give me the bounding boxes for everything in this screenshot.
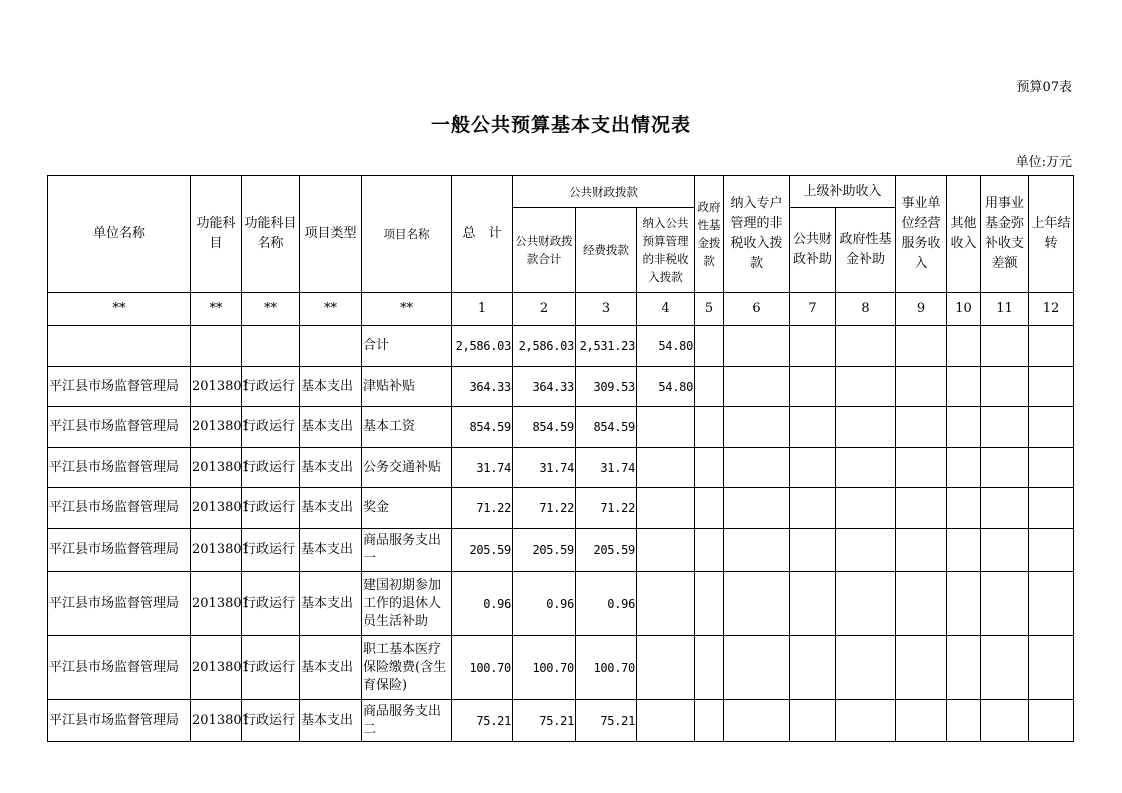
header-carryover: 上年结转 bbox=[1029, 176, 1074, 293]
cell-non-tax bbox=[637, 448, 695, 488]
cell-type: 基本支出 bbox=[300, 488, 362, 529]
cell-funding: 75.21 bbox=[576, 700, 637, 742]
header-fund-offset: 用事业基金弥补收支差额 bbox=[981, 176, 1029, 293]
cell-name: 奖金 bbox=[362, 488, 452, 529]
header-public-fin-total: 公共财政拨款合计 bbox=[513, 208, 576, 293]
cell-unit: 平江县市场监督管理局 bbox=[48, 488, 191, 529]
cell-name: 商品服务支出一 bbox=[362, 529, 452, 572]
cell-type bbox=[300, 326, 362, 367]
cell-unit: 平江县市场监督管理局 bbox=[48, 636, 191, 700]
table-row bbox=[48, 448, 1074, 488]
cell-type: 基本支出 bbox=[300, 529, 362, 572]
header-superior: 上级补助收入 bbox=[790, 176, 896, 208]
cell-pf-total: 854.59 bbox=[513, 407, 576, 448]
cell-unit: 平江县市场监督管理局 bbox=[48, 448, 191, 488]
cell-total: 31.74 bbox=[452, 448, 513, 488]
cell-unit: 平江县市场监督管理局 bbox=[48, 700, 191, 742]
cell-funding: 0.96 bbox=[576, 572, 637, 636]
header-sup-public: 公共财政补助 bbox=[790, 208, 836, 293]
budget-table bbox=[47, 175, 1074, 742]
cell-unit: 平江县市场监督管理局 bbox=[48, 529, 191, 572]
cell-name: 基本工资 bbox=[362, 407, 452, 448]
cell-non-tax bbox=[637, 572, 695, 636]
index-cell: 12 bbox=[1029, 293, 1074, 326]
cell-non-tax bbox=[637, 488, 695, 529]
index-cell: ** bbox=[362, 293, 452, 326]
cell-funding: 205.59 bbox=[576, 529, 637, 572]
header-proj-name: 项目名称 bbox=[362, 176, 452, 293]
index-cell: ** bbox=[300, 293, 362, 326]
cell-funding: 309.53 bbox=[576, 367, 637, 407]
index-cell: 5 bbox=[695, 293, 724, 326]
table-row bbox=[48, 367, 1074, 407]
header-special-non-tax: 纳入专户管理的非税收入拨款 bbox=[724, 176, 790, 293]
cell-code bbox=[191, 326, 242, 367]
table-row bbox=[48, 700, 1074, 742]
header-proj-type: 项目类型 bbox=[300, 176, 362, 293]
cell-type: 基本支出 bbox=[300, 700, 362, 742]
cell-funding: 100.70 bbox=[576, 636, 637, 700]
index-cell: 1 bbox=[452, 293, 513, 326]
cell-unit: 平江县市场监督管理局 bbox=[48, 367, 191, 407]
cell-unit bbox=[48, 326, 191, 367]
header-unit-name: 单位名称 bbox=[48, 176, 191, 293]
cell-func-name: 行政运行 bbox=[242, 700, 300, 742]
cell-total: 205.59 bbox=[452, 529, 513, 572]
cell-code: 2013801 bbox=[191, 700, 242, 742]
cell-code: 2013801 bbox=[191, 367, 242, 407]
cell-name: 公务交通补贴 bbox=[362, 448, 452, 488]
cell-funding: 31.74 bbox=[576, 448, 637, 488]
index-cell: ** bbox=[48, 293, 191, 326]
cell-non-tax bbox=[637, 636, 695, 700]
header-gov-fund: 政府性基金拨款 bbox=[695, 176, 724, 293]
cell-func-name: 行政运行 bbox=[242, 488, 300, 529]
header-non-tax: 纳入公共预算管理的非税收入拨款 bbox=[637, 208, 695, 293]
cell-func-name bbox=[242, 326, 300, 367]
cell-code: 2013801 bbox=[191, 636, 242, 700]
header-funding: 经费拨款 bbox=[576, 208, 637, 293]
header-other: 其他收入 bbox=[947, 176, 981, 293]
cell-total: 2,586.03 bbox=[452, 326, 513, 367]
cell-type: 基本支出 bbox=[300, 367, 362, 407]
cell-non-tax bbox=[637, 700, 695, 742]
cell-code: 2013801 bbox=[191, 572, 242, 636]
cell-name: 职工基本医疗保险缴费(含生育保险) bbox=[362, 636, 452, 700]
index-cell: 10 bbox=[947, 293, 981, 326]
cell-total: 71.22 bbox=[452, 488, 513, 529]
cell-func-name: 行政运行 bbox=[242, 448, 300, 488]
header-func-code: 功能科目 bbox=[191, 176, 242, 293]
header-func-name: 功能科目名称 bbox=[242, 176, 300, 293]
cell-func-name: 行政运行 bbox=[242, 407, 300, 448]
header-total: 总 计 bbox=[452, 176, 513, 293]
cell-name: 建国初期参加工作的退休人员生活补助 bbox=[362, 572, 452, 636]
cell-pf-total: 364.33 bbox=[513, 367, 576, 407]
cell-code: 2013801 bbox=[191, 488, 242, 529]
cell-non-tax: 54.80 bbox=[637, 367, 695, 407]
cell-type: 基本支出 bbox=[300, 636, 362, 700]
cell-pf-total: 100.70 bbox=[513, 636, 576, 700]
cell-total: 75.21 bbox=[452, 700, 513, 742]
cell-func-name: 行政运行 bbox=[242, 367, 300, 407]
cell-name: 合计 bbox=[362, 326, 452, 367]
cell-non-tax bbox=[637, 529, 695, 572]
cell-type: 基本支出 bbox=[300, 448, 362, 488]
cell-code: 2013801 bbox=[191, 448, 242, 488]
index-cell: 7 bbox=[790, 293, 836, 326]
cell-pf-total: 71.22 bbox=[513, 488, 576, 529]
page-title: 一般公共预算基本支出情况表 bbox=[430, 114, 691, 136]
index-cell: 11 bbox=[981, 293, 1029, 326]
cell-funding: 2,531.23 bbox=[576, 326, 637, 367]
cell-funding: 854.59 bbox=[576, 407, 637, 448]
cell-pf-total: 31.74 bbox=[513, 448, 576, 488]
index-cell: 4 bbox=[637, 293, 695, 326]
cell-name: 商品服务支出二 bbox=[362, 700, 452, 742]
table-row bbox=[48, 407, 1074, 448]
cell-pf-total: 0.96 bbox=[513, 572, 576, 636]
cell-total: 854.59 bbox=[452, 407, 513, 448]
cell-total: 364.33 bbox=[452, 367, 513, 407]
table-row bbox=[48, 636, 1074, 700]
index-cell: 6 bbox=[724, 293, 790, 326]
cell-non-tax: 54.80 bbox=[637, 326, 695, 367]
table-row bbox=[48, 529, 1074, 572]
cell-type: 基本支出 bbox=[300, 407, 362, 448]
cell-funding: 71.22 bbox=[576, 488, 637, 529]
cell-func-name: 行政运行 bbox=[242, 572, 300, 636]
cell-pf-total: 75.21 bbox=[513, 700, 576, 742]
index-cell: 8 bbox=[836, 293, 896, 326]
index-cell: ** bbox=[242, 293, 300, 326]
table-row bbox=[48, 572, 1074, 636]
cell-code: 2013801 bbox=[191, 407, 242, 448]
header-public-fin: 公共财政拨款 bbox=[513, 176, 695, 208]
cell-total: 0.96 bbox=[452, 572, 513, 636]
cell-func-name: 行政运行 bbox=[242, 529, 300, 572]
cell-pf-total: 2,586.03 bbox=[513, 326, 576, 367]
index-cell: 9 bbox=[896, 293, 947, 326]
cell-pf-total: 205.59 bbox=[513, 529, 576, 572]
table-row bbox=[48, 488, 1074, 529]
cell-unit: 平江县市场监督管理局 bbox=[48, 572, 191, 636]
index-cell: ** bbox=[191, 293, 242, 326]
index-cell: 2 bbox=[513, 293, 576, 326]
cell-code: 2013801 bbox=[191, 529, 242, 572]
index-row bbox=[48, 293, 1074, 326]
cell-func-name: 行政运行 bbox=[242, 636, 300, 700]
total-row bbox=[48, 326, 1074, 367]
unit-label: 单位:万元 bbox=[1015, 155, 1072, 170]
cell-total: 100.70 bbox=[452, 636, 513, 700]
header-sup-gov-fund: 政府性基金补助 bbox=[836, 208, 896, 293]
cell-unit: 平江县市场监督管理局 bbox=[48, 407, 191, 448]
cell-name: 津贴补贴 bbox=[362, 367, 452, 407]
cell-type: 基本支出 bbox=[300, 572, 362, 636]
cell-non-tax bbox=[637, 407, 695, 448]
header-business: 事业单位经营服务收入 bbox=[896, 176, 947, 293]
form-number: 预算07表 bbox=[1016, 80, 1072, 95]
index-cell: 3 bbox=[576, 293, 637, 326]
